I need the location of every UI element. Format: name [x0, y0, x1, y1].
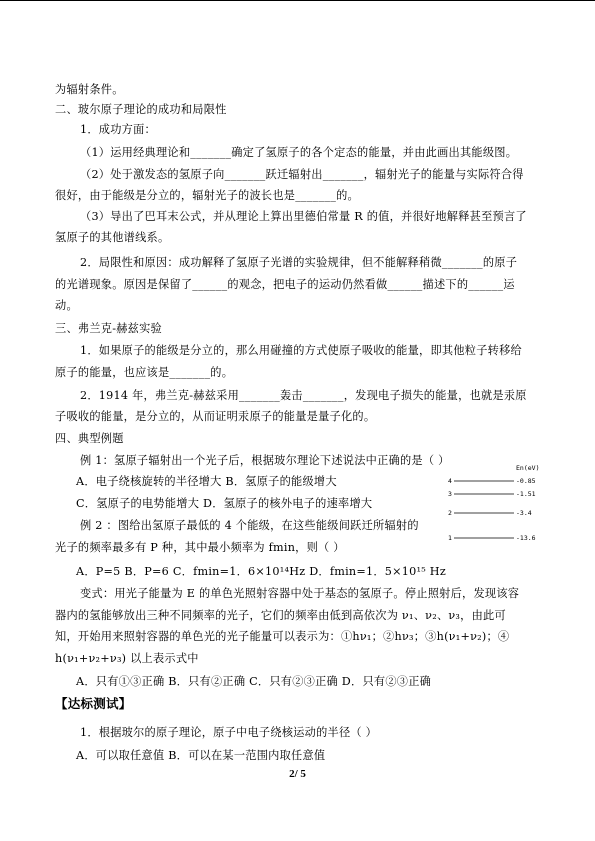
text-line: 变式：用光子能量为 E 的单色光照射容器中处于基态的氢原子。停止照射后，发现该容 [80, 587, 520, 600]
text-line: 很好，由于能级是分立的，辐射光子的波长也是_______的。 [55, 189, 359, 202]
section-heading: 三、弗兰克-赫兹实验 [55, 322, 162, 335]
text-line: 器内的氢能够放出三种不同频率的光子，它们的频率由低到高依次为 ν₁、ν₂、ν₃，由此可 [55, 609, 506, 622]
level-value: -13.6 [516, 534, 536, 542]
text-line: 2．局限性和原因：成功解释了氢原子光谱的实验规律，但不能解释稍微_______的原子 [80, 256, 518, 269]
text-line: （2）处于激发态的氢原子向_______跃迁辐射出_______，辐射光子的能量与实际符合得 [80, 168, 524, 181]
text-line: 2．1914 年，弗兰克-赫兹采用_______轰击_______，发现电子损失的能量，也就是汞原 [80, 389, 527, 402]
text-line: 知，开始用来照射容器的单色光的光子能量可以表示为：①hν₁；②hν₃；③h(ν₁+ν₂)；④ [55, 630, 510, 643]
text-line: 的光谱现象。原因是保留了______的观念，把电子的运动仍然看做______描述下的______运 [55, 278, 515, 291]
level-1 [448, 534, 536, 542]
text-line: 光子的频率最多有 P 种，其中最小频率为 fmin，则（ ） [55, 541, 345, 554]
text-line: h(ν₁+ν₂+ν₃) 以上表示式中 [55, 652, 199, 665]
section-heading: 二、玻尔原子理论的成功和局限性 [55, 103, 227, 116]
text-line: 原子的能量，也应该是_______的。 [55, 366, 234, 379]
section-heading-test: 【达标测试】 [55, 696, 132, 711]
level-3 [448, 490, 536, 498]
text-line: 为辐射条件。 [55, 83, 124, 96]
text-line: （1）运用经典理论和_______确定了氢原子的各个定态的能量，并由此画出其能级图。 [80, 146, 518, 159]
page-number: 2/ 5 [289, 768, 306, 780]
example-question: 例 1：氢原子辐射出一个光子后，根据玻尔理论下述说法中正确的是（ ） [80, 454, 450, 467]
level-n: 3 [448, 490, 452, 498]
energy-level-diagram [448, 462, 548, 552]
level-value: -1.51 [516, 490, 536, 498]
subheading: 1．成功方面： [80, 123, 156, 136]
page-top-rule [0, 0, 595, 1]
answer-options: A．可以取任意值 B．可以在某一范围内取任意值 [76, 749, 326, 762]
answer-options: C．氢原子的电势能增大 D．氢原子的核外电子的速率增大 [76, 497, 373, 510]
example-question: 例 2 ：图给出氢原子最低的 4 个能级，在这些能级间跃迁所辐射的 [80, 519, 419, 532]
level-value: -0.85 [516, 477, 536, 485]
energy-level-svg [448, 462, 548, 552]
text-line: （3）导出了巴耳末公式，并从理论上算出里德伯常量 R 的值，并很好地解释甚至预言了 [80, 210, 527, 223]
text-line: 动。 [55, 299, 78, 312]
section-heading: 四、典型例题 [55, 432, 124, 445]
level-value: -3.4 [516, 509, 532, 517]
text-line: 氢原子的其他谱线系。 [55, 231, 170, 244]
level-n: 1 [448, 534, 452, 542]
text-line: 子吸收的能量，是分立的，从而证明汞原子的能量是量子化的。 [55, 410, 376, 423]
answer-options: A．只有①③正确 B．只有②正确 C．只有②③正确 D．只有②③正确 [76, 675, 432, 688]
answer-options: A．P=5 B．P=6 C．fmin=1．6×10¹⁴Hz D．fmin=1．5×10¹⁵ Hz [76, 565, 446, 578]
level-n: 2 [448, 509, 452, 517]
text-line: 1．如果原子的能级是分立的，那么用碰撞的方式使原子吸收的能量，即其他粒子转移给 [80, 344, 522, 357]
unit-label: En(eV) [516, 464, 540, 472]
level-2 [448, 509, 532, 517]
test-question: 1．根据玻尔的原子理论，原子中电子绕核运动的半径（ ） [80, 726, 378, 739]
level-4 [448, 477, 536, 485]
level-n: 4 [448, 477, 452, 485]
answer-options: A．电子绕核旋转的半径增大 B．氢原子的能级增大 [76, 475, 337, 488]
